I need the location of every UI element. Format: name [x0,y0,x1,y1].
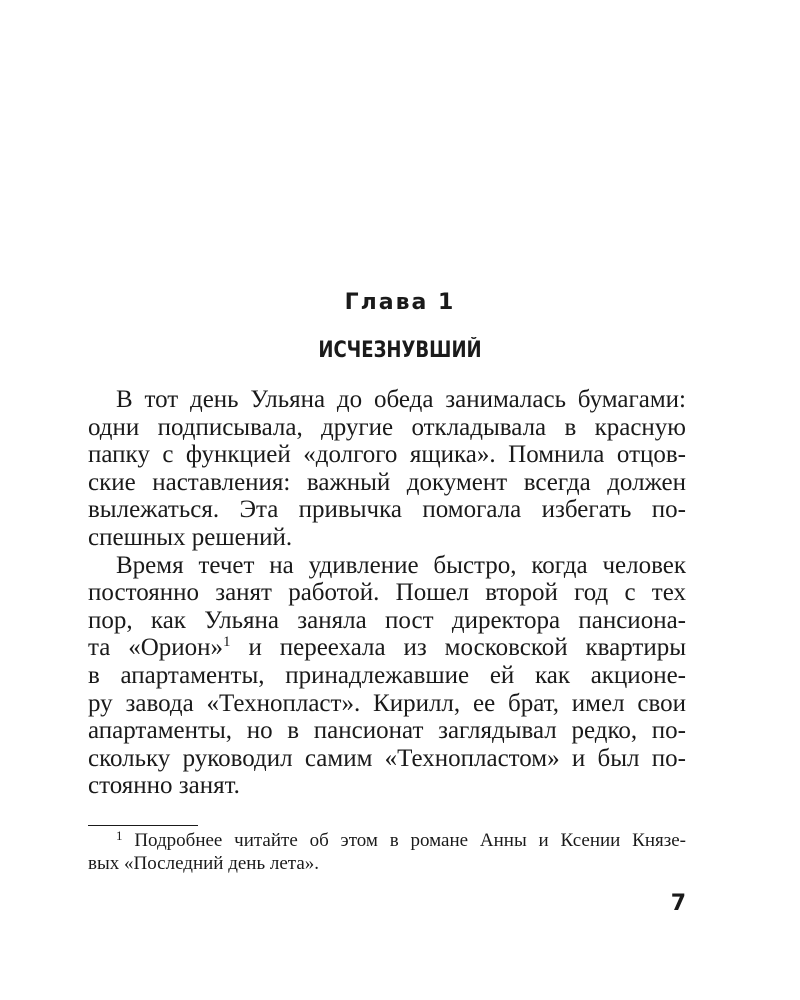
text-line: апартаменты, но в пансионат заглядывал редко, по- [88,717,686,745]
text-line: ру завода «Технопласт». Кирилл, ее брат, имел свои [88,689,686,717]
footnote [88,829,686,875]
footnote-marker: 1 [116,828,123,843]
paragraph-1 [88,386,686,552]
text-line-with-footnote [88,634,686,662]
text-segment: и переехала из московской квартиры [230,634,686,662]
chapter-title: ИСЧЕЗНУВШИЙ [318,338,482,363]
text-line: одни подписывала, другие откладывала в красную [88,413,686,441]
text-line: постоянно занят работой. Пошел второй год с тех [88,579,686,607]
text-line: вылежаться. Эта привычка помогала избегать по- [88,496,686,524]
text-segment: та «Орион» [88,634,224,662]
footnote-reference[interactable]: 1 [223,634,231,651]
text-line: стоянно занят. [88,772,240,800]
text-line: пор, как Ульяна заняла пост директора пансиона- [88,606,686,634]
text-line: скольку руководил самим «Технопластом» и был по- [88,744,686,772]
text-line: В тот день Ульяна до обеда занималась бумагами: [116,386,686,413]
footnote-line: вых «Последний день лета». [88,853,320,874]
footnote-line [88,829,686,852]
paragraph-2 [88,552,686,800]
text-line: в апартаменты, принадлежавшие ей как акционе- [88,661,686,689]
text-line: Время течет на удивление быстро, когда человек [116,551,686,579]
text-line: папку с функцией «долгого ящика». Помнила отцов- [88,441,686,469]
text-line: спешных решений. [88,523,293,551]
body-text [88,386,686,800]
text-line: ские наставления: важный документ всегда должен [88,468,686,496]
chapter-number: Глава 1 [344,290,456,315]
footnote-text: Подробнее читайте об этом в романе Анны и Ксении Князе- [122,830,686,851]
footnote-divider [88,825,198,826]
page-number: 7 [670,891,686,916]
